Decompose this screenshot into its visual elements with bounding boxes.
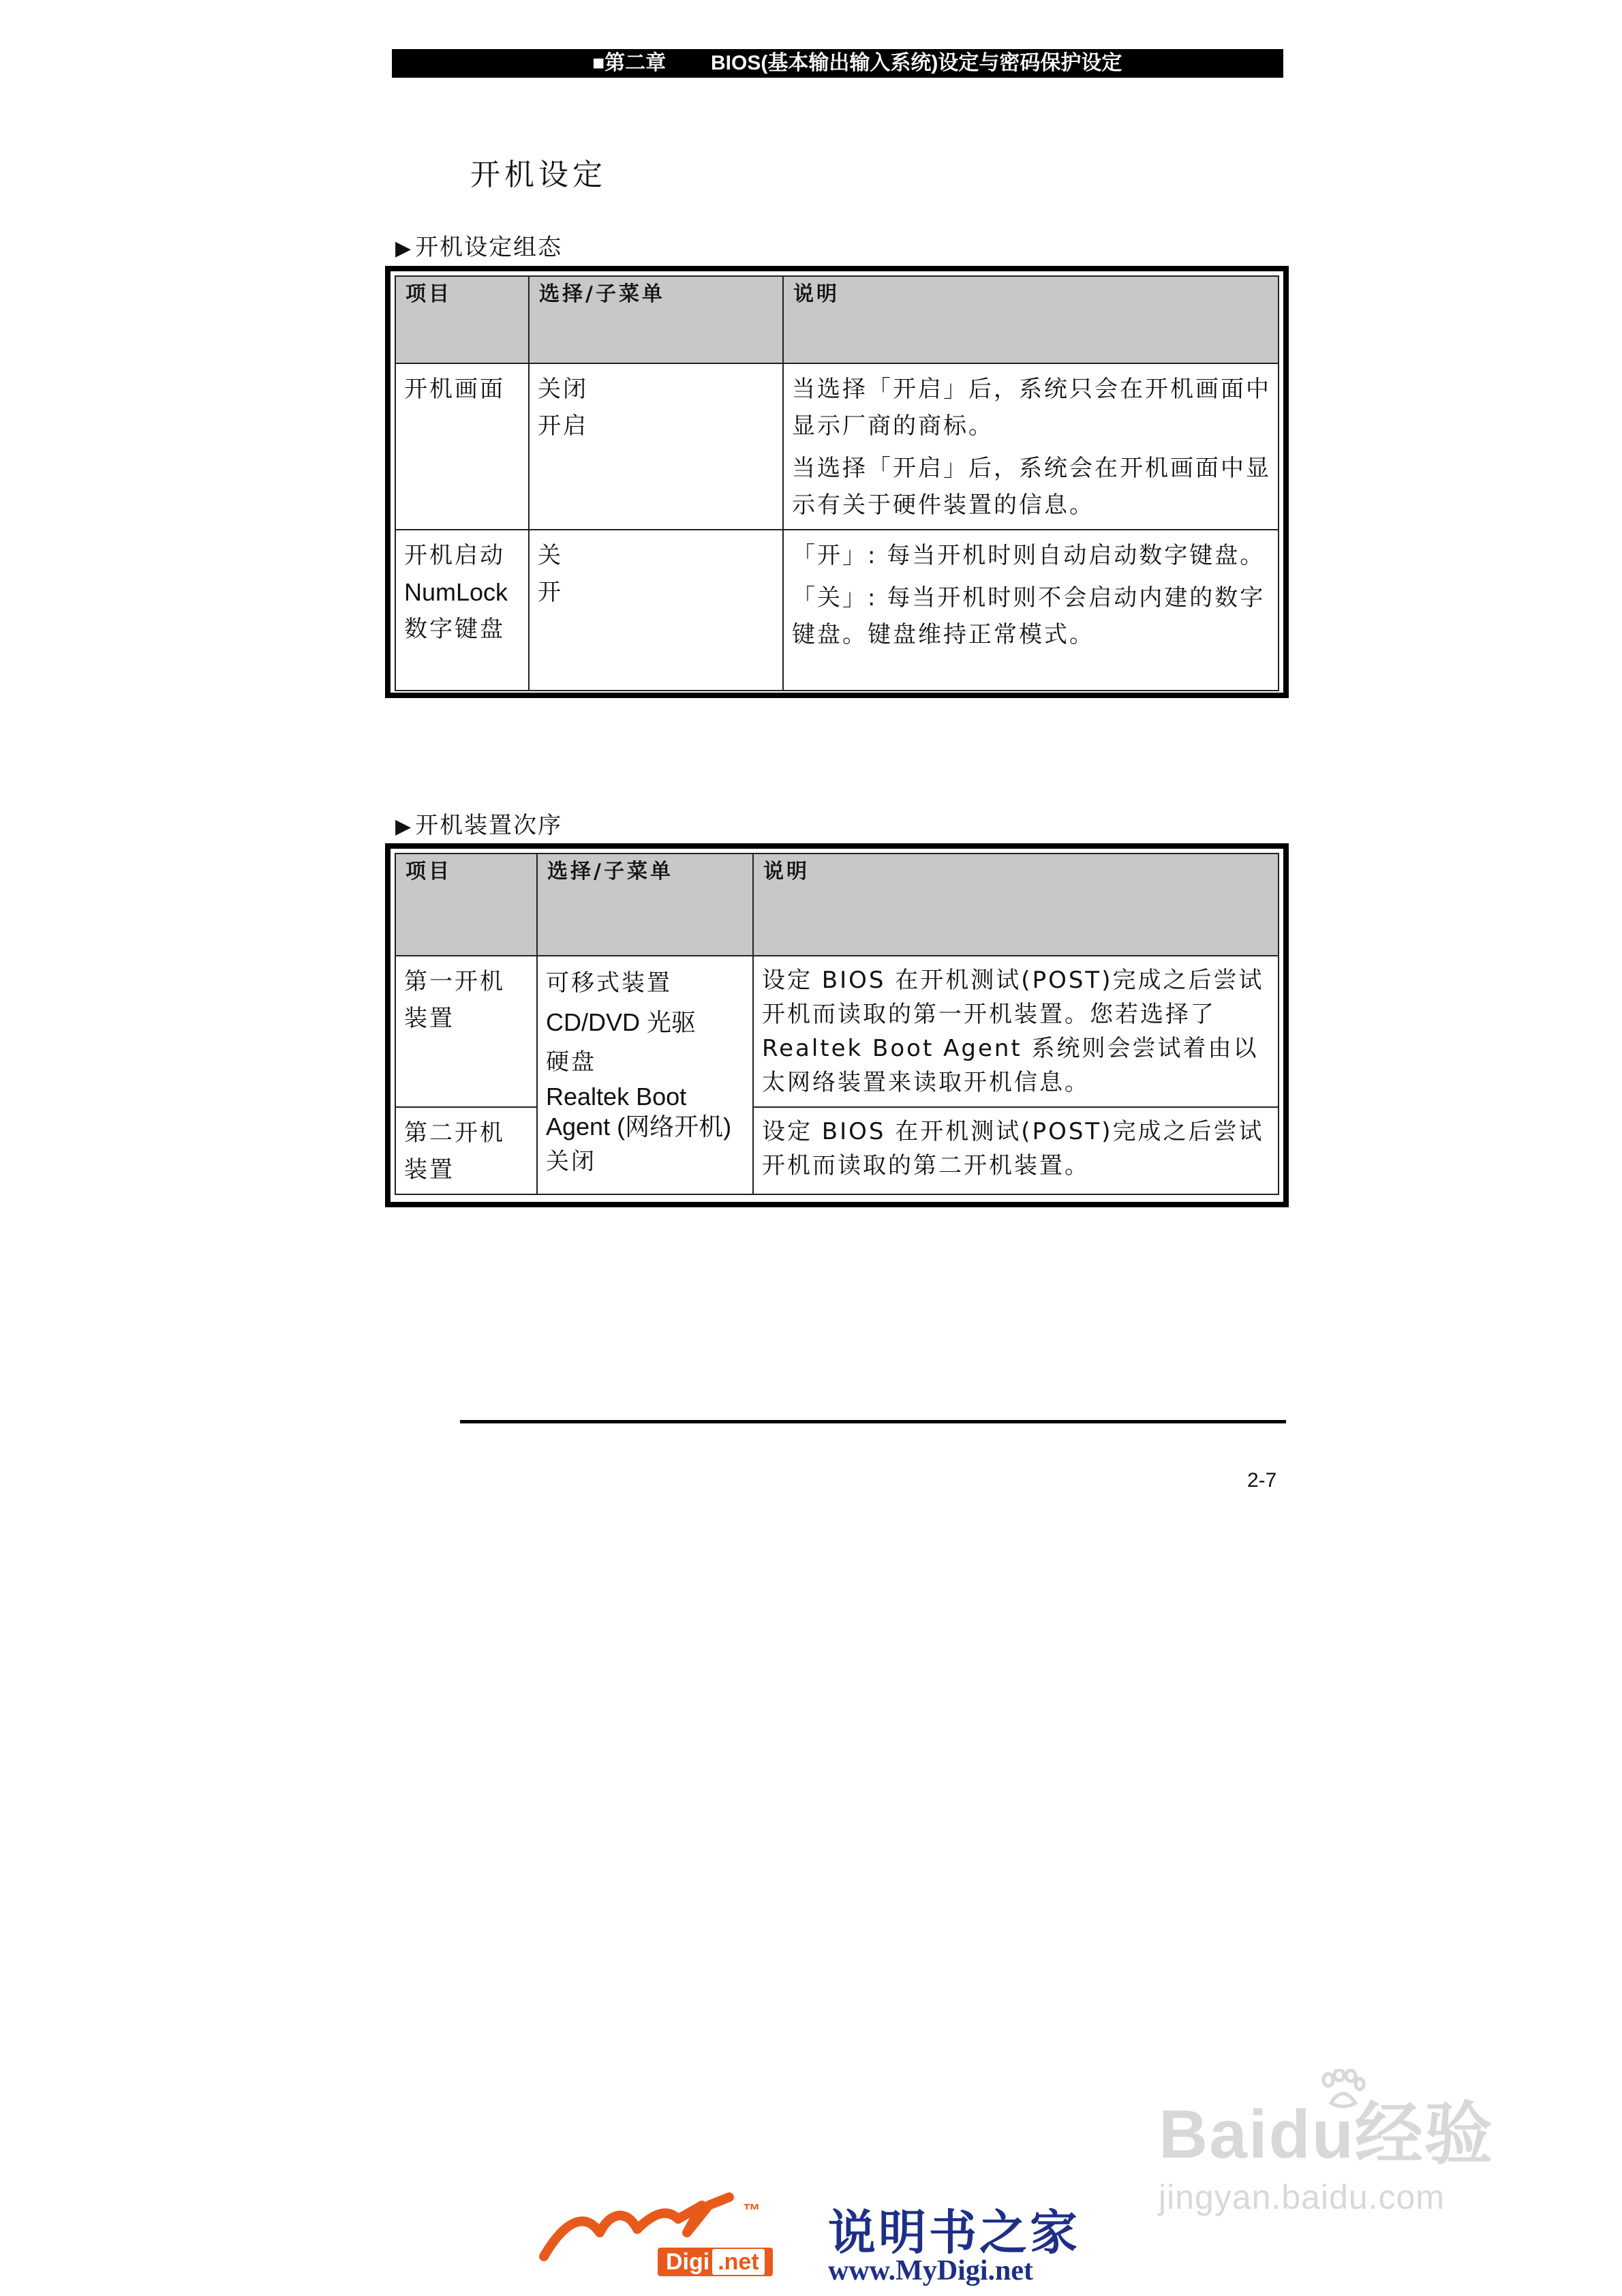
desc-paragraph: 设定 BIOS 在开机测试(POST)完成之后尝试开机而读取的第二开机装置。 <box>762 1118 1264 1179</box>
table-row <box>395 1107 1279 1194</box>
watermark-brand: Baidu经验 <box>1159 2096 1494 2173</box>
row-desc <box>783 363 1279 530</box>
table-row <box>395 956 1279 1107</box>
row-item <box>395 1107 537 1194</box>
table1-frame <box>385 266 1289 698</box>
item-label: 数字键盘 <box>404 616 505 643</box>
table2-subhead <box>395 806 562 840</box>
row-item <box>395 363 529 530</box>
option-label: 关 <box>538 542 563 569</box>
chapter-title: BIOS(基本输出输入系统)设定与密码保护设定 <box>711 52 1122 74</box>
table-row <box>395 363 1279 530</box>
option-label: 硬盘 <box>546 1048 596 1076</box>
boot-config-table <box>395 275 1279 691</box>
table-header-row <box>395 276 1279 363</box>
chapter-header-bar <box>392 49 1283 78</box>
option-label: CD/DVD 光驱 <box>546 1008 697 1036</box>
col-header-item: 项目 <box>395 276 529 363</box>
boot-order-table <box>395 853 1279 1195</box>
option-label: Agent (网络开机) <box>546 1113 732 1141</box>
item-label: 第二开机 <box>404 1119 505 1147</box>
watermark-url: jingyan.baidu.com <box>1159 2178 1445 2216</box>
desc-paragraph: 当选择「开启」后，系统会在开机画面中显示有关于硬件装置的信息。 <box>792 455 1271 519</box>
footer-rule <box>460 1420 1286 1423</box>
triangle-bullet-icon: ▶ <box>395 237 413 260</box>
row-desc <box>753 956 1279 1107</box>
row-options <box>529 363 783 530</box>
table2-frame <box>385 843 1289 1207</box>
net-text: .net <box>712 2249 764 2275</box>
publisher-url: www.MyDigi.net <box>828 2255 1033 2286</box>
option-label: Realtek Boot <box>546 1083 687 1111</box>
desc-paragraph: 「关」: 每当开机时则不会启动内建的数字键盘。键盘维持正常模式。 <box>792 584 1266 648</box>
row-options <box>537 956 753 1194</box>
chapter-label: ■第二章 <box>592 52 667 74</box>
table1-subhead-label: 开机设定组态 <box>415 234 563 261</box>
section-title: 开机设定 <box>470 157 607 192</box>
option-label: 可移式装置 <box>546 969 672 997</box>
item-label: NumLock <box>404 578 508 606</box>
col-header-desc: 说明 <box>753 854 1279 956</box>
table-header-row <box>395 854 1279 956</box>
option-label: 开 <box>538 579 563 606</box>
table-row <box>395 530 1279 691</box>
triangle-bullet-icon: ▶ <box>395 815 413 839</box>
trademark-mark: ™ <box>743 2200 761 2220</box>
row-desc <box>753 1107 1279 1194</box>
item-label: 开机画面 <box>404 376 505 403</box>
row-options <box>529 530 783 691</box>
item-label: 开机启动 <box>404 542 505 569</box>
item-label: 第一开机 <box>404 968 505 995</box>
row-item <box>395 956 537 1107</box>
col-header-desc: 说明 <box>783 276 1279 363</box>
baidu-watermark <box>1159 2079 1494 2217</box>
option-label: 关闭 <box>538 376 588 403</box>
table2-subhead-label: 开机装置次序 <box>415 812 563 839</box>
table1-subhead <box>395 228 562 262</box>
row-desc <box>783 530 1279 691</box>
row-item <box>395 530 529 691</box>
desc-paragraph: 设定 BIOS 在开机测试(POST)完成之后尝试开机而读取的第一开机装置。您若选择了 <box>762 967 1264 1028</box>
col-header-item: 项目 <box>395 854 537 956</box>
page-number: 2-7 <box>1247 1469 1277 1492</box>
desc-paragraph: 当选择「开启」后，系统只会在开机画面中显示厂商的商标。 <box>792 376 1271 440</box>
item-label: 装置 <box>404 1156 455 1183</box>
publisher-name: 说明书之家 <box>828 2204 1080 2261</box>
option-label: 开启 <box>538 412 588 440</box>
col-header-options: 选择/子菜单 <box>537 854 753 956</box>
mydigi-logo <box>538 2192 1097 2294</box>
desc-paragraph: 「开」: 每当开机时则自动启动数字键盘。 <box>792 542 1266 569</box>
desc-paragraph: Realtek Boot Agent 系统则会尝试着由以太网络装置来读取开机信息。 <box>762 1035 1259 1096</box>
digi-net-badge <box>658 2248 773 2276</box>
digi-text: Digi <box>666 2249 710 2275</box>
item-label: 装置 <box>404 1005 455 1032</box>
option-label: 关闭 <box>546 1148 596 1175</box>
col-header-options: 选择/子菜单 <box>529 276 783 363</box>
